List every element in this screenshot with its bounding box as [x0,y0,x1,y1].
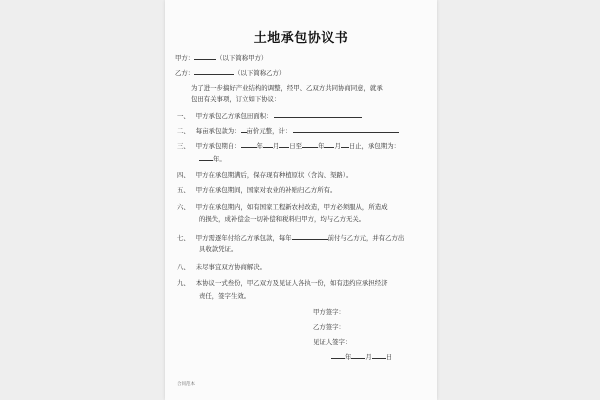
clause-8 [177,263,266,271]
payment-date-blank [292,233,328,240]
end-day-blank [341,141,349,148]
party-a-label: 甲方： [175,54,195,62]
document-title: 土地承包协议书 [253,31,349,46]
clause-text: 本协议一式叁份，甲乙双方及见证人各执一份，如有违约应承担经济 [195,279,388,287]
party-b-line [175,68,285,77]
year-label: 年 [345,353,352,361]
day-to-label: 日至 [289,142,303,150]
signature-date [331,352,392,361]
footer-text: 合同范本 [177,382,195,387]
clause-7-cont: 具收款凭证。 [199,245,238,253]
sign-day-blank [372,352,386,359]
start-day-blank [279,141,289,148]
year-label: 年 [318,142,325,150]
clause-6 [177,203,388,211]
month-label: 月 [272,142,280,150]
clause-6-cont: 的损失，成补偿金一切补偿和税料归甲方，均与乙方无关。 [199,215,366,223]
clause-prefix: 六、 [177,203,190,211]
clause-5 [177,186,336,194]
start-month-blank [263,141,273,148]
party-a-signature: 甲方签字： [313,308,345,316]
month-label: 月 [365,353,372,361]
day-end-label: 日止，承包期为： [348,142,400,150]
end-month-blank [324,141,334,148]
document-page [165,0,437,400]
party-b-label: 乙方： [175,69,195,77]
witness-signature: 见证人签字： [313,338,352,346]
clause-3-cont [199,154,226,163]
clause-prefix: 二、 [177,127,190,135]
clause-prefix: 一、 [177,112,190,120]
clause-text: 甲方在承包期间，国家对农业的补贴归乙方所有。 [195,186,337,194]
clause-cont: 年。 [213,155,226,163]
intro-line-2: 包田有关事项，订立如下协议： [191,95,281,103]
clause-1 [177,111,362,120]
clause-text: 未尽事宜双方协商解决。 [195,263,267,271]
clause-text: 甲方需逐年付给乙方承包款，每年 [195,234,292,242]
clause-3 [177,141,400,150]
start-year-blank [241,141,257,148]
sign-year-blank [331,352,345,359]
clause-text: 甲方承包乙方承包田面积： [195,112,273,120]
party-a-blank [194,53,216,60]
clause-prefix: 三、 [177,142,190,150]
total-blank [293,126,399,133]
clause-text: 甲方承包期自： [195,142,241,150]
clause-4 [177,171,352,179]
party-b-note: （以下简称乙方） [234,69,286,77]
clause-7 [177,233,404,242]
clause-9 [177,279,388,287]
party-b-blank [194,68,234,75]
clause-prefix: 四、 [177,171,190,179]
clause-text-b: 亩价元整，计： [246,127,292,135]
area-blank [274,111,362,118]
party-a-note: （以下简称甲方） [216,54,268,62]
clause-prefix: 五、 [177,186,190,194]
clause-text: 甲方在承包期内，如有国家工程新农村改造，甲方必须服从，所造成 [195,203,388,211]
day-label: 日 [385,353,393,361]
sign-month-blank [351,352,365,359]
month-label: 月 [334,142,341,150]
year-label: 年 [256,142,263,150]
clause-9-cont: 责任，签字生效。 [199,292,251,300]
end-year-blank [302,141,318,148]
clause-prefix: 七、 [177,234,190,242]
clause-prefix: 九、 [177,279,190,287]
clause-prefix: 八、 [177,263,190,271]
intro-line-1: 为了进一步搞好产业结构的调整，经甲、乙双方共同协商同意，就承 [191,84,383,92]
clause-2 [177,126,399,135]
party-b-signature: 乙方签字： [313,323,345,331]
term-blank [199,154,213,161]
clause-text: 每亩承包款为： [195,127,241,135]
party-a-line [175,53,267,62]
clause-text-b: 前付与乙方元，并有乙方出 [327,234,405,242]
clause-text: 甲方在承包期满后，保存现有种植原状（含沟、渠路）。 [195,171,353,179]
